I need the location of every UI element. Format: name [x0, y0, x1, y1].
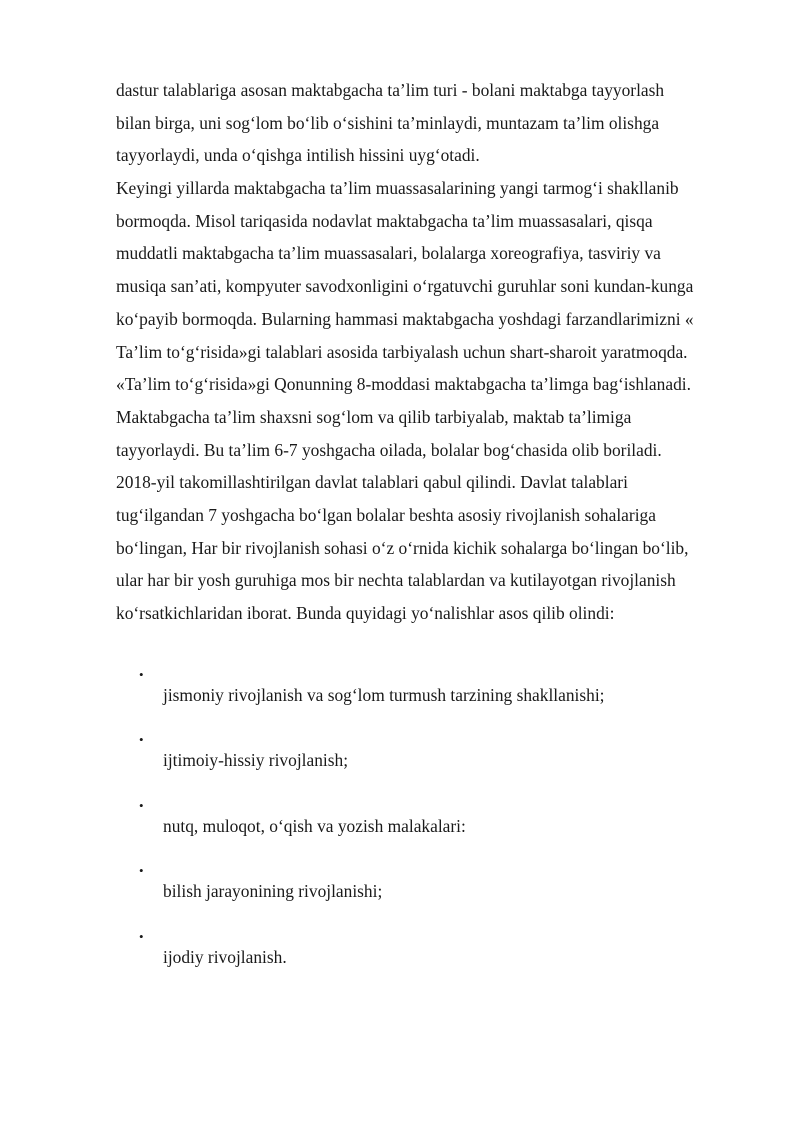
bullet-icon: •: [139, 797, 144, 813]
bullet-list: [116, 658, 746, 986]
paragraph-line: bormoqda. Misol tariqasida nodavlat maktabgacha ta’lim muassasalari, qisqa: [116, 210, 653, 231]
list-item-text: ijodiy rivojlanish.: [163, 946, 287, 967]
list-item-text: bilish jarayonining rivojlanishi;: [163, 881, 383, 902]
bullet-icon: •: [139, 928, 144, 944]
paragraph-line: tayyorlaydi. Bu ta’lim 6-7 yoshgacha oilada, bolalar bog‘chasida olib boriladi.: [116, 439, 662, 460]
paragraph-line: bilan birga, uni sog‘lom bo‘lib o‘sishini ta’minlaydi, muntazam ta’lim olishga: [116, 112, 660, 133]
list-item-text: jismoniy rivojlanish va sog‘lom turmush tarzining shakllanishi;: [163, 684, 605, 705]
list-item: [116, 854, 746, 920]
paragraph-line: tayyorlaydi, unda o‘qishga intilish hissini uyg‘otadi.: [116, 145, 480, 166]
paragraph-line: ko‘rsatkichlaridan iborat. Bunda quyidagi yo‘nalishlar asos qilib olindi:: [116, 603, 615, 623]
bullet-icon: •: [139, 732, 144, 748]
paragraph-line: ular har bir yosh guruhiga mos bir nechta talablardan va kutilayotgan rivojlanish: [116, 570, 676, 591]
bullet-icon: •: [139, 863, 144, 879]
paragraph-line: Maktabgacha ta’lim shaxsni sog‘lom va qilib tarbiyalab, maktab ta’limiga: [116, 406, 632, 427]
paragraph-line: 2018-yil takomillashtirilgan davlat talablari qabul qilindi. Davlat talablari: [116, 472, 628, 493]
paragraph-line: tug‘ilgandan 7 yoshgacha bo‘lgan bolalar beshta asosiy rivojlanish sohalariga: [116, 504, 656, 525]
list-item: [116, 920, 746, 986]
list-item: [116, 658, 746, 724]
bullet-icon: •: [139, 666, 144, 682]
paragraph-line: bo‘lingan, Har bir rivojlanish sohasi o‘z o‘rnida kichik sohalarga bo‘lingan bo‘lib,: [116, 537, 689, 558]
paragraph-line: Keyingi yillarda maktabgacha ta’lim muassasalarining yangi tarmog‘i shakllanib: [116, 178, 679, 199]
document-page: [116, 74, 746, 985]
body-paragraph: [116, 74, 746, 630]
paragraph-line: «Ta’lim to‘g‘risida»gi Qonunning 8-moddasi maktabgacha ta’limga bag‘ishlanadi.: [116, 374, 691, 395]
paragraph-line: Ta’lim to‘g‘risida»gi talablari asosida tarbiyalash uchun shart-sharoit yaratmoqda.: [116, 341, 688, 362]
paragraph-line: musiqa san’ati, kompyuter savodxonligini o‘rgatuvchi guruhlar soni kundan-kunga: [116, 276, 694, 297]
paragraph-line: muddatli maktabgacha ta’lim muassasalari, bolalarga xoreografiya, tasviriy va: [116, 243, 661, 264]
paragraph-line: ko‘payib bormoqda. Bularning hammasi maktabgacha yoshdagi farzandlarimizni «: [116, 308, 694, 329]
list-item: [116, 789, 746, 855]
list-item: [116, 723, 746, 789]
list-item-text: nutq, muloqot, o‘qish va yozish malakalari:: [163, 815, 466, 836]
paragraph-line: dastur talablariga asosan maktabgacha ta’lim turi - bolani maktabga tayyorlash: [116, 80, 665, 100]
list-item-text: ijtimoiy-hissiy rivojlanish;: [163, 750, 349, 771]
